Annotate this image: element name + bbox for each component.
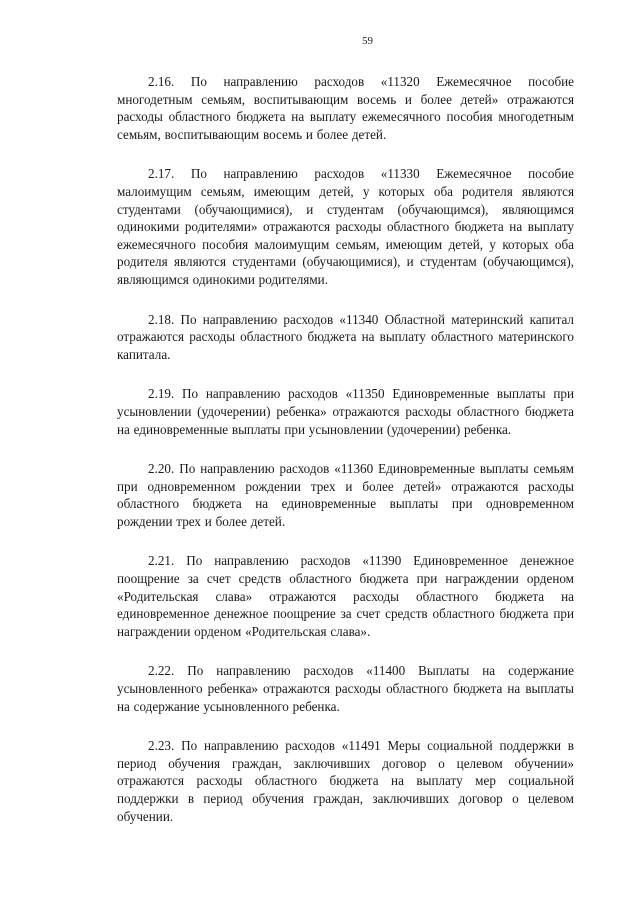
paragraph-2-18: 2.18. По направлению расходов «11340 Областной материнский капитал отражаются расходы областного бюджета на выплату областного материнского капитала. <box>117 311 574 362</box>
paragraph-2-20: 2.20. По направлению расходов «11360 Единовременные выплаты семьям при одновременном рождении трех и более детей» отражаются расходы областного бюджета на единовременные выплаты при одновременном рождении трех и более детей. <box>117 461 574 529</box>
paragraph-2-23: 2.23. По направлению расходов «11491 Меры социальной поддержки в период обучения граждан, заключивших договор о целевом обучении» отражаются расходы областного бюджета на выплату мер социальной поддержки в период обучения граждан, заключивших договор о целевом обучении. <box>117 738 574 824</box>
paragraph-2-22: 2.22. По направлению расходов «11400 Выплаты на содержание усыновленного ребенка» отражаются расходы областного бюджета на выплаты на содержание усыновленного ребенка. <box>117 663 574 714</box>
page-number: 59 <box>362 35 373 47</box>
paragraph-2-17: 2.17. По направлению расходов «11330 Ежемесячное пособие малоимущим семьям, имеющим детей, у которых оба родителя являются студентами (обучающимися), и студентам (обучающимся), являющимся одинокими родителями» отражаются расходы областного бюджета на выплату ежемесячного пособия малоимущим семьям, имеющим детей, у которых оба родителя являются студентами (обучающимися), и студентам (обучающимся), являющимся одинокими родителями. <box>117 166 574 287</box>
paragraph-2-19: 2.19. По направлению расходов «11350 Единовременные выплаты при усыновлении (удочерении) ребенка» отражаются расходы областного бюджета на единовременные выплаты при усыновлении (удочерении) ребенка. <box>117 386 574 437</box>
paragraph-2-16: 2.16. По направлению расходов «11320 Ежемесячное пособие многодетным семьям, воспитывающим восемь и более детей» отражаются расходы областного бюджета на выплату ежемесячного пособия многодетным семьям, воспитывающим восемь и более детей. <box>117 74 574 142</box>
paragraph-2-21: 2.21. По направлению расходов «11390 Единовременное денежное поощрение за счет средств областного бюджета при награждении орденом «Родительская слава» отражаются расходы областного бюджета на единовременное денежное поощрение за счет средств областного бюджета при награждении орденом «Родительская слава». <box>117 553 574 639</box>
